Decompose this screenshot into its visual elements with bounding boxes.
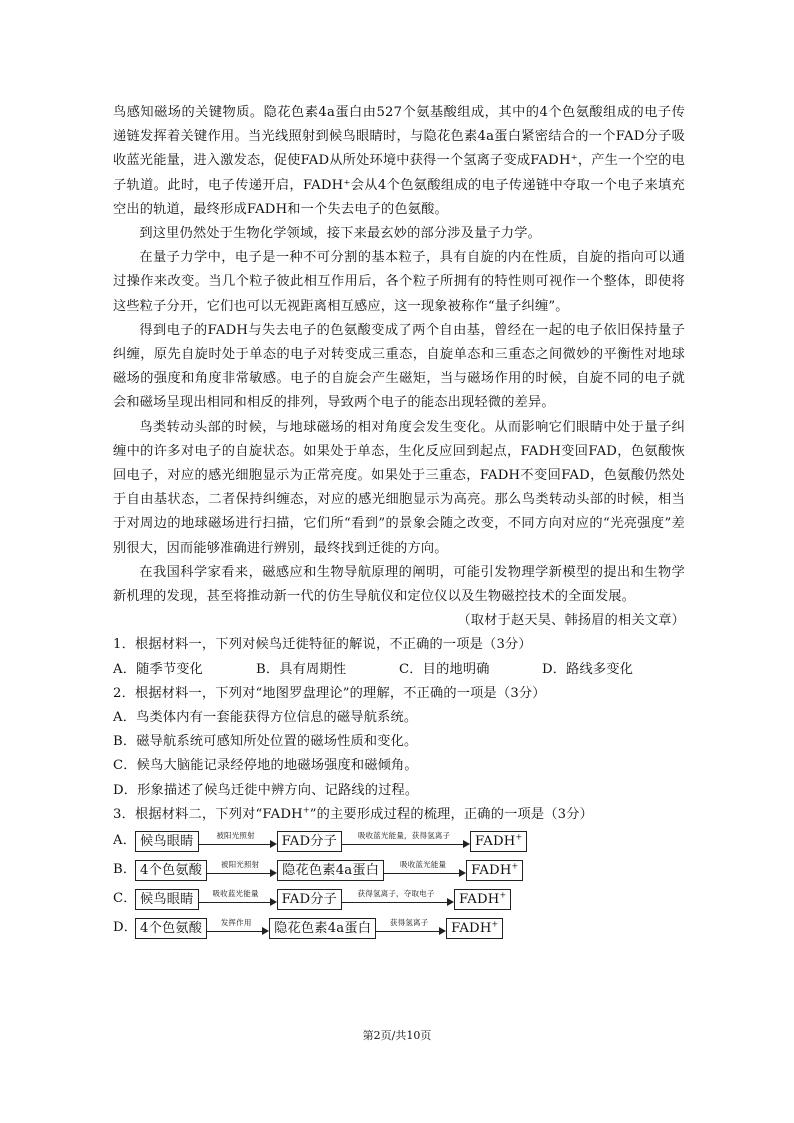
question-1-options bbox=[113, 658, 685, 682]
flow-arrow-1 bbox=[207, 861, 277, 880]
question-3-option-c[interactable] bbox=[113, 885, 685, 914]
flow-box-start: 候鸟眼睛 bbox=[135, 889, 199, 910]
flow-arrow-2 bbox=[342, 890, 454, 909]
flow-box-end bbox=[470, 831, 527, 852]
question-3-stem-term: FADH bbox=[262, 806, 303, 822]
paragraph-4: 得到电子的FADH与失去电子的色氨酸变成了两个自由基，曾经在一起的电子依旧保持量子纠缠，原先自旋时处于单态的电子对转变成三重态，自旋单态和三重态之间微妙的平衡性对地球磁场的强度和角度非常敏感。电子的自旋会产生磁矩，当与磁场作用的时候，自旋不同的电子就会和磁场呈现出相同和相反的排列，导致两个电子的能态出现轻微的差异。 bbox=[113, 322, 685, 411]
arrow-head-icon bbox=[439, 927, 446, 935]
flow-box-end-sup: + bbox=[499, 890, 507, 900]
question-3-option-b[interactable] bbox=[113, 856, 685, 885]
question-2-option-c[interactable]: C．候鸟大脑能记录经停地的地磁场强度和磁倾角。 bbox=[113, 758, 418, 774]
flow-arrow-1 bbox=[199, 890, 277, 909]
option-label: C． bbox=[113, 891, 137, 907]
flow-box-end bbox=[454, 889, 511, 910]
arrow-caption: 吸收蓝光能量，获得氢离子 bbox=[357, 831, 451, 841]
flow-box-middle: FAD分子 bbox=[277, 889, 342, 910]
question-3-stem-sup: + bbox=[302, 805, 310, 815]
flow-arrow-2 bbox=[376, 919, 446, 938]
arrow-head-icon bbox=[270, 898, 277, 906]
question-2-option-b[interactable]: B．磁导航系统可感知所处位置的磁场性质和变化。 bbox=[113, 734, 418, 750]
question-3-stem-pre: 3．根据材料二，下列对“ bbox=[113, 806, 263, 822]
flow-arrow-2 bbox=[384, 861, 466, 880]
flow-box-end-sup: + bbox=[515, 832, 523, 842]
arrow-head-icon bbox=[270, 869, 277, 877]
option-label: D． bbox=[113, 920, 138, 936]
option-label: A． bbox=[113, 833, 137, 849]
flow-box-start: 4个色氨酸 bbox=[135, 918, 207, 939]
flow-box-end bbox=[466, 860, 523, 881]
paragraph-2: 到这里仍然处于生物化学领域，接下来最玄妙的部分涉及量子力学。 bbox=[139, 226, 542, 242]
page-number: 第2页/共10页 bbox=[362, 1029, 432, 1042]
flow-box-middle: 隐花色素4a蛋白 bbox=[277, 860, 384, 881]
option-label: B． bbox=[113, 862, 137, 878]
arrow-head-icon bbox=[270, 840, 277, 848]
flow-box-end-text: FADH bbox=[471, 863, 512, 879]
flow-box-end bbox=[446, 918, 503, 939]
arrow-caption: 获得氢离子 bbox=[389, 918, 429, 928]
question-1-option-d[interactable]: D．路线多变化 bbox=[542, 661, 634, 677]
question-1-option-b[interactable]: B．具有周期性 bbox=[256, 661, 347, 677]
question-2-stem: 2．根据材料一，下列对“地图罗盘理论”的理解，不正确的一项是（3分） bbox=[113, 685, 546, 701]
paragraph-1: 鸟感知磁场的关键物质。隐花色素4a蛋白由527个氨基酸组成，其中的4个色氨酸组成的电子传递链发挥着关键作用。当光线照射到候鸟眼睛时，与隐花色素4a蛋白紧密结合的一个FAD分子吸收蓝光能量，进入激发态，促使FAD从所处环境中获得一个氢离子变成FADH⁺，产生一个空的电子轨道。此时，电子传递开启，FADH⁺会从4个色氨酸组成的电子传递链中夺取一个电子来填充空出的轨道，最终形成FADH和一个失去电子的色氨酸。 bbox=[113, 105, 685, 217]
arrow-caption: 吸收蓝光能量 bbox=[400, 860, 447, 870]
flow-box-start: 候鸟眼睛 bbox=[135, 831, 199, 852]
flow-box-end-sup: + bbox=[511, 861, 519, 871]
flow-box-end-text: FADH bbox=[451, 921, 492, 937]
arrow-caption: 发挥作用 bbox=[220, 918, 252, 928]
question-3-option-d[interactable] bbox=[113, 914, 685, 943]
flow-arrow-1 bbox=[207, 919, 269, 938]
arrow-caption: 被阳光照射 bbox=[216, 831, 255, 841]
flow-box-middle: FAD分子 bbox=[277, 831, 342, 852]
article-body bbox=[113, 101, 685, 943]
paragraph-6: 在我国科学家看来，磁感应和生物导航原理的阐明，可能引发物理学新模型的提出和生物学新机理的发现，甚至将推动新一代的仿生导航仪和定位仪以及生物磁控技术的全面发展。 bbox=[113, 564, 685, 605]
question-1-stem: 1．根据材料一，下列对候鸟迁徙特征的解说，不正确的一项是（3分） bbox=[113, 637, 532, 653]
flow-arrow-2 bbox=[342, 832, 470, 851]
question-1-option-c[interactable]: C．目的地明确 bbox=[399, 661, 490, 677]
question-3-stem bbox=[113, 803, 685, 827]
paragraph-3: 在量子力学中，电子是一种不可分割的基本粒子，具有自旋的内在性质，自旋的指向可以通过操作来改变。当几个粒子彼此相互作用后，各个粒子所拥有的特性则可视作一个整体，即使将这些粒子分开，它们也可以无视距离相互感应，这一现象被称作“量子纠缠”。 bbox=[113, 250, 685, 314]
flow-box-middle: 隐花色素4a蛋白 bbox=[269, 918, 376, 939]
question-2-option-a[interactable]: A．鸟类体内有一套能获得方位信息的磁导航系统。 bbox=[113, 710, 418, 726]
arrow-head-icon bbox=[262, 927, 269, 935]
flow-box-end-text: FADH bbox=[459, 892, 500, 908]
flow-box-end-text: FADH bbox=[475, 834, 516, 850]
arrow-head-icon bbox=[459, 869, 466, 877]
question-3-option-a[interactable] bbox=[113, 827, 685, 856]
question-1-option-a[interactable]: A．随季节变化 bbox=[113, 661, 204, 677]
flow-box-start: 4个色氨酸 bbox=[135, 860, 207, 881]
arrow-head-icon bbox=[447, 898, 454, 906]
question-3-stem-post: ”的主要形成过程的梳理，正确的一项是（3分） bbox=[309, 806, 593, 822]
arrow-head-icon bbox=[463, 840, 470, 848]
arrow-caption: 被阳光照射 bbox=[220, 860, 260, 870]
flow-box-end-sup: + bbox=[491, 919, 499, 929]
question-2-option-d[interactable]: D．形象描述了候鸟迁徙中辨方向、记路线的过程。 bbox=[113, 782, 419, 798]
source-citation: （取材于赵天昊、韩扬眉的相关文章） bbox=[457, 613, 685, 629]
arrow-caption: 获得氢离子，夺取电子 bbox=[357, 889, 435, 899]
flow-arrow-1 bbox=[199, 832, 277, 851]
paragraph-5: 鸟类转动头部的时候，与地球磁场的相对角度会发生变化。从而影响它们眼睛中处于量子纠缠中的许多对电子的自旋状态。如果处于单态，生化反应回到起点，FADH变回FAD，色氨酸恢回电子，对应的感光细胞显示为正常亮度。如果处于三重态，FADH不变回FAD，色氨酸仍然处于自由基状态，二者保持纠缠态，对应的感光细胞显示为高亮。那么鸟类转动头部的时候，相当于对周边的地球磁场进行扫描，它们所“看到”的景象会随之改变，不同方向对应的“光亮强度”差别很大，因而能够准确进行辨别，最终找到迁徙的方向。 bbox=[113, 419, 685, 556]
arrow-caption: 吸收蓝光能量 bbox=[212, 889, 259, 899]
